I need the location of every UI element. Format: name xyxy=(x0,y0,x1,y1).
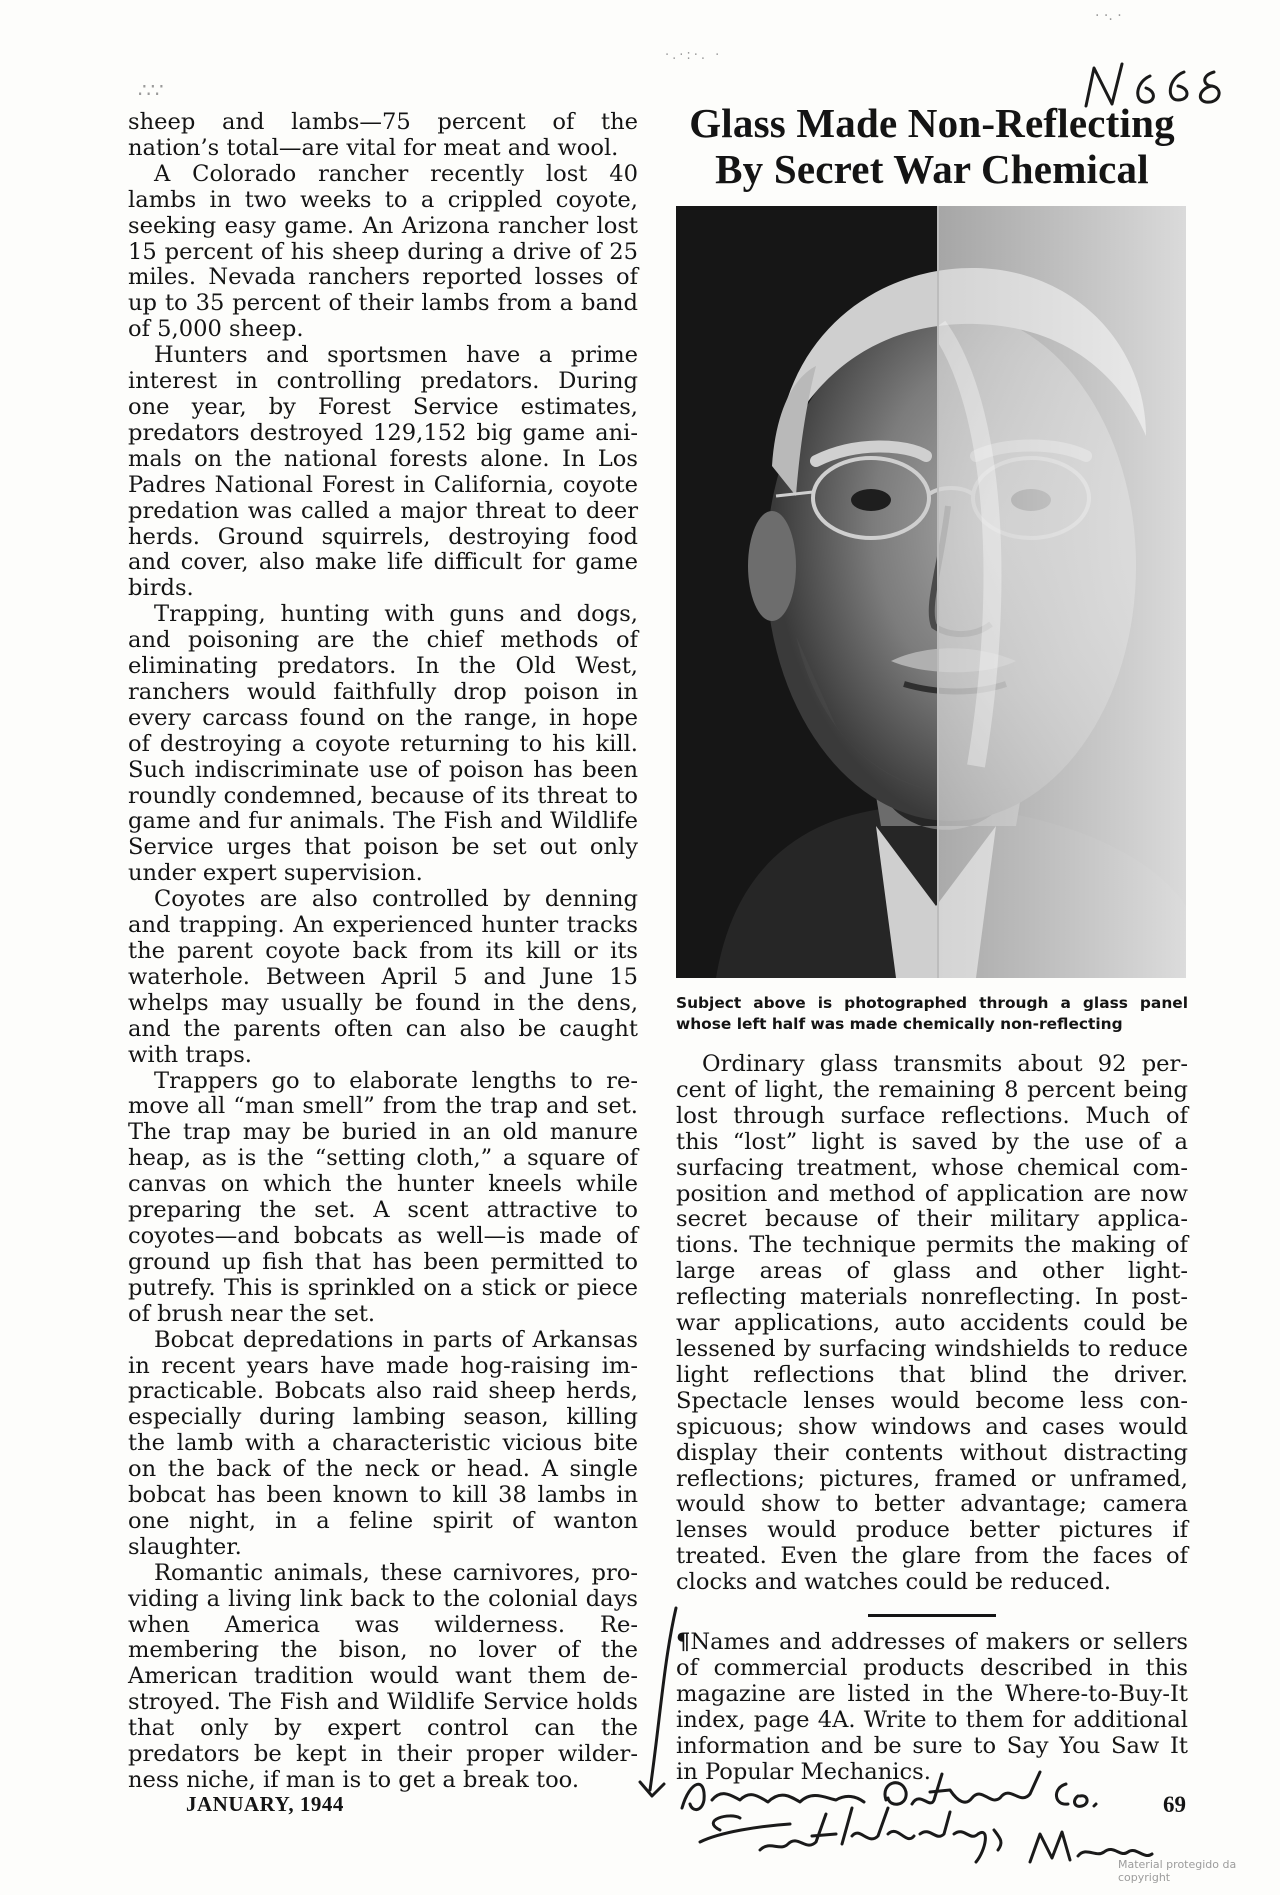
paragraph: sheep and lambs—75 percent of the nation’s total—are vital for meat and wool. xyxy=(128,109,638,161)
portrait-illustration xyxy=(676,206,1186,978)
page-number: 69 xyxy=(1163,1792,1186,1817)
pilcrow-icon: ¶ xyxy=(676,1629,691,1656)
notice-text: Names and addresses of makers or sellers of commercial products described in this magazine are listed in the Where-to-Buy-It index, page 4A. Write to them for additional information and be sure to Say You Saw It in Popular Mechanics. xyxy=(676,1629,1188,1785)
paragraph: Romantic animals, these carnivores, providing a living link back to the colonial days when America was wilderness. Remembering the bison, no lover of the American tradition would want them destroyed. The Fish and Wildlife Service holds that only by expert control can the predators be kept in their proper wilderness niche, if man is to get a break too. xyxy=(128,1559,638,1793)
portrait-photo xyxy=(676,206,1186,978)
paragraph: Trapping, hunting with guns and dogs, and poisoning are the chief methods of eliminating predators. In the Old West, ranchers would faithfully drop poison in every carcass found on the range, in hope of destroying a coyote returning to his kill. Such indiscriminate use of poison has been roundly condemned, because of its threat to game and fur animals. The Fish and Wildlife Service urges that poison be set out only under expert supervision. xyxy=(128,601,638,887)
where-to-buy-notice xyxy=(676,1630,1188,1785)
article-column xyxy=(676,100,1188,1785)
issue-date: JANUARY, 1944 xyxy=(186,1792,344,1816)
paragraph: Trappers go to elaborate lengths to remove all “man smell” from the trap and set. The trap may be buried in an old manure heap, as is the “setting cloth,” a square of canvas on which the hunter kneels while preparing the set. A scent attractive to coyotes—and bobcats as well—is made of ground up fish that has been permitted to putrefy. This is sprinkled on a stick or piece of brush near the set. xyxy=(128,1067,638,1327)
paragraph: Coyotes are also controlled by denning and trapping. An experienced hunter tracks the parent coyote back from its kill or its waterhole. Between April 5 and June 15 whelps may usually be found in the dens, and the parents often can also be caught with traps. xyxy=(128,886,638,1068)
scan-speckle: · ·. · xyxy=(1095,8,1122,24)
article-headline xyxy=(676,100,1188,192)
margin-bracket xyxy=(650,1608,676,1790)
paragraph: A Colorado rancher recently lost 40 lambs in two weeks to a crippled coyote, seeking easy game. An Arizona rancher lost 15 percent of his sheep during a drive of 25 miles. Nevada ranchers reported losses of up to 35 percent of their lambs from a band of 5,000 sheep. xyxy=(128,160,638,343)
headline-line: Glass Made Non-Reflecting xyxy=(689,100,1175,146)
copyright-watermark: Material protegido da copyright xyxy=(1118,1858,1237,1884)
headline-line: By Secret War Chemical xyxy=(715,146,1149,192)
article-body xyxy=(676,1052,1188,1596)
left-column-text xyxy=(128,110,638,1794)
photo-caption: Subject above is photographed through a glass panel whose left half was made chemically non-reflecting xyxy=(676,994,1188,1033)
paragraph: Ordinary glass transmits about 92 percent of light, the remaining 8 percent being lost through surface reflections. Much of this “lost” light is saved by the use of a surfacing treatment, whose chemical composition and method of application are now secret because of their military applications. The technique permits the making of large areas of glass and other light-reflecting materials nonreflecting. In postwar applications, auto accidents could be lessened by surfacing windshields to reduce light reflections that blind the driver. Spectacle lenses would become less conspicuous; show windows and cases would display their contents without distracting reflections; pictures, framed or unframed, would show to better advantage; camera lenses would produce better pictures if treated. Even the glare from the faces of clocks and watches could be reduced. xyxy=(676,1051,1188,1596)
scan-speckle: ·.·:·. · xyxy=(665,48,723,63)
section-divider xyxy=(868,1614,996,1617)
signature-line-2 xyxy=(700,1808,1152,1862)
paragraph: Hunters and sportsmen have a prime interest in controlling predators. During one year, by Forest Service estimates, predators destroyed 129,152 big game animals on the national forests alone. In Los Padres National Forest in California, coyote predation was called a major threat to deer herds. Ground squirrels, destroying food and cover, also make life difficult for game birds. xyxy=(128,342,638,602)
paragraph: Bobcat depredations in parts of Arkansas in recent years have made hog-raising impracticable. Bobcats also raid sheep herds, especially during lambing season, killing the lamb with a characteristic vicious bite on the back of the neck or head. A single bobcat has been known to kill 38 lambs in one night, in a feline spirit of wanton slaughter. xyxy=(128,1326,638,1560)
arrow-icon xyxy=(640,1782,664,1796)
scan-speckle: ∴∵ xyxy=(138,78,164,102)
